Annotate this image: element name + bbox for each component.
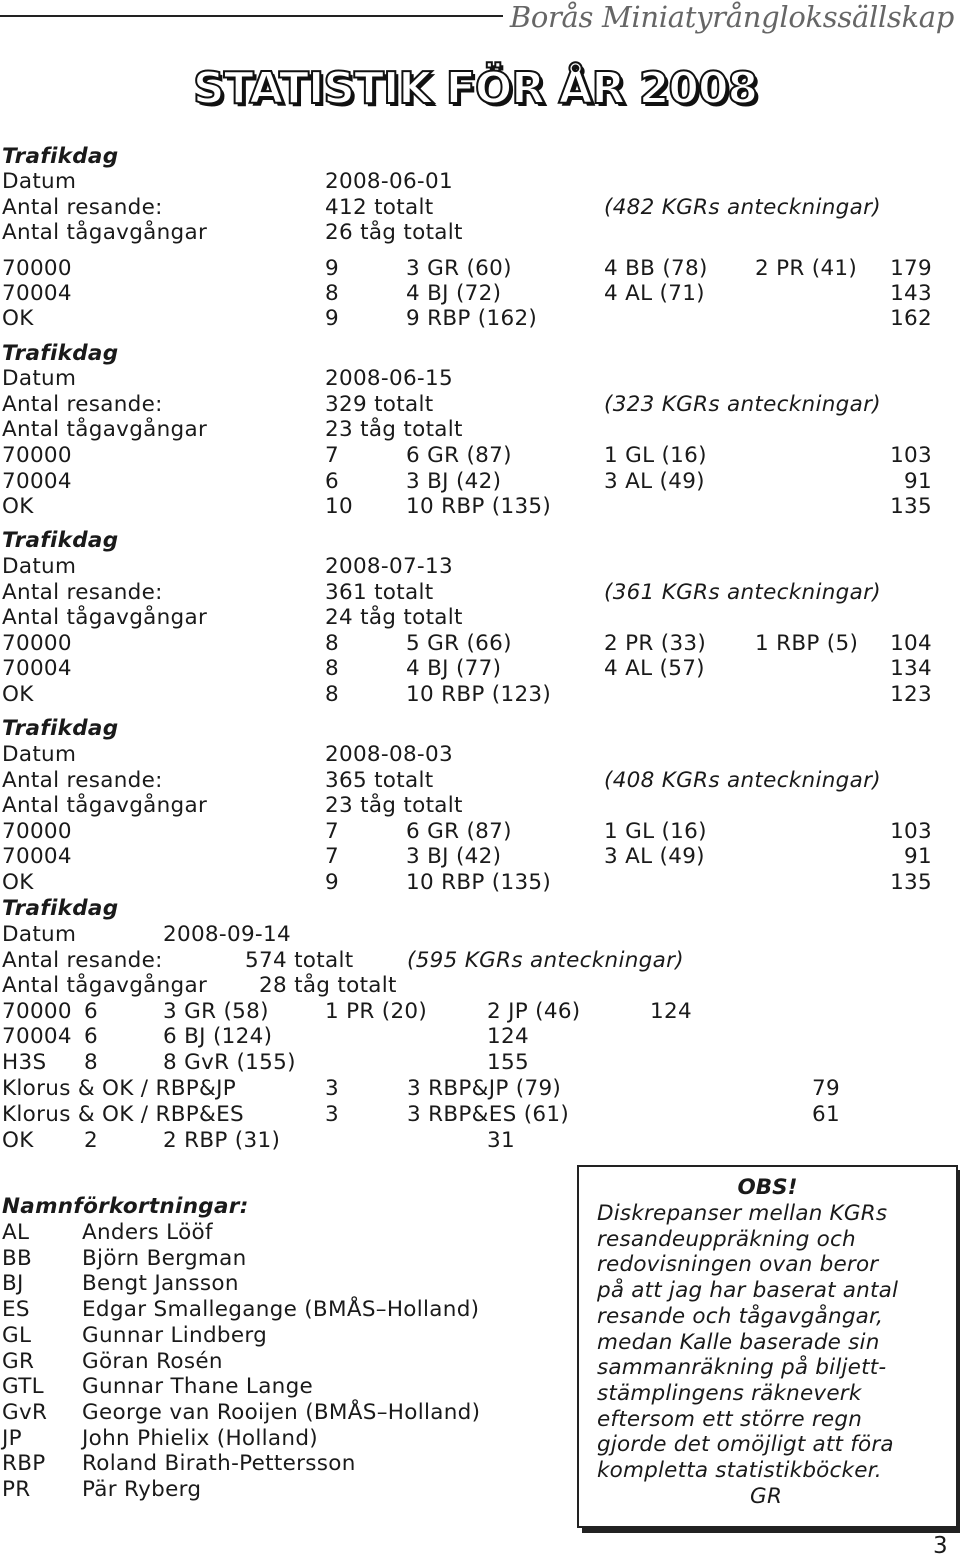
abbrev-code: GvR [2, 1400, 48, 1425]
resande-value: 412 totalt [325, 195, 434, 220]
trip-count: 8 [325, 631, 339, 656]
trip-count: 7 [325, 819, 339, 844]
loco-row [0, 1024, 960, 1050]
abbrev-code: GR [2, 1349, 35, 1374]
loco-name: 70000 [2, 256, 72, 281]
driver-b: 2 PR (33) [604, 631, 707, 656]
datum-value: 2008-07-13 [325, 554, 453, 579]
abbrev-name: Edgar Smallegange (BMÅS–Holland) [82, 1297, 480, 1322]
abbrev-name: John Phielix (Holland) [82, 1426, 318, 1451]
obs-heading: OBS! [737, 1175, 798, 1200]
resande-line [0, 195, 960, 221]
datum-label: Datum [2, 922, 77, 947]
kgr-note: (482 KGRs anteckningar) [604, 195, 881, 220]
driver-b: 4 BB (78) [604, 256, 708, 281]
row-total: 124 [487, 1024, 529, 1049]
loco-name: Klorus & OK / RBP&JP [2, 1076, 236, 1101]
datum-label: Datum [2, 366, 77, 391]
day-heading-line [0, 528, 960, 554]
resande-line [0, 580, 960, 606]
driver-b: 4 AL (71) [604, 281, 705, 306]
trip-count: 7 [325, 443, 339, 468]
loco-name: OK [2, 306, 34, 331]
trip-count: 6 [84, 1024, 98, 1049]
loco-row [0, 631, 960, 657]
loco-row [0, 870, 960, 896]
row-total: 124 [650, 999, 692, 1024]
page-title: STATISTIK FÖR ÅR 2008 [193, 63, 758, 114]
obs-line: eftersom ett större regn [597, 1407, 863, 1432]
page-number: 3 [933, 1533, 948, 1559]
obs-line: resande och tågavgångar, [597, 1304, 884, 1329]
tagavgangar-line [0, 973, 960, 999]
trip-count: 8 [325, 281, 339, 306]
abbrev-name: Anders Lööf [82, 1220, 213, 1245]
driver-b: 3 AL (49) [604, 469, 705, 494]
day-heading: Trafikdag [2, 896, 119, 921]
trip-count: 3 [325, 1102, 339, 1127]
abbrev-name: Göran Rosén [82, 1349, 223, 1374]
abbrev-name: Bengt Jansson [82, 1271, 239, 1296]
abbrev-name: George van Rooijen (BMÅS–Holland) [82, 1400, 481, 1425]
driver-b: 4 AL (57) [604, 656, 705, 681]
loco-name: Klorus & OK / RBP&ES [2, 1102, 244, 1127]
day-heading-line [0, 144, 960, 170]
obs-line: på att jag har baserat antal [597, 1278, 899, 1303]
abbrev-code: RBP [2, 1451, 46, 1476]
loco-row [0, 1128, 960, 1154]
tagavgangar-label: Antal tågavgångar [2, 793, 208, 818]
loco-name: H3S [2, 1050, 47, 1075]
kgr-note: (408 KGRs anteckningar) [604, 768, 881, 793]
abbrev-code: GTL [2, 1374, 44, 1399]
tagavgangar-value: 26 tåg totalt [325, 220, 463, 245]
trip-count: 6 [84, 999, 98, 1024]
datum-line [0, 366, 960, 392]
abbrev-code: BB [2, 1246, 33, 1271]
obs-line: kompletta statistikböcker. [597, 1458, 882, 1483]
driver-a: 3 RBP&ES (61) [407, 1102, 570, 1127]
loco-row [0, 656, 960, 682]
tagavgangar-line [0, 417, 960, 443]
datum-label: Datum [2, 169, 77, 194]
kgr-note: (595 KGRs anteckningar) [407, 948, 684, 973]
abbrev-code: GL [2, 1323, 32, 1348]
kgr-note: (361 KGRs anteckningar) [604, 580, 881, 605]
tagavgangar-value: 23 tåg totalt [325, 417, 463, 442]
datum-value: 2008-06-01 [325, 169, 453, 194]
row-total: 79 [812, 1076, 840, 1101]
trip-count: 2 [84, 1128, 98, 1153]
row-total: 123 [890, 682, 932, 707]
driver-a: 4 BJ (72) [406, 281, 502, 306]
trip-count: 10 [325, 494, 353, 519]
loco-name: OK [2, 494, 34, 519]
resande-label: Antal resande: [2, 580, 163, 605]
datum-label: Datum [2, 554, 77, 579]
tagavgangar-label: Antal tågavgångar [2, 605, 208, 630]
obs-line: stämplingens räkneverk [597, 1381, 862, 1406]
day-heading-line [0, 716, 960, 742]
row-total: 135 [890, 494, 932, 519]
row-total: 143 [890, 281, 932, 306]
obs-line: gjorde det omöjligt att föra [597, 1432, 894, 1457]
loco-row [0, 443, 960, 469]
resande-value: 361 totalt [325, 580, 434, 605]
datum-value: 2008-08-03 [325, 742, 453, 767]
obs-signature: GR [750, 1484, 783, 1509]
kgr-note: (323 KGRs anteckningar) [604, 392, 881, 417]
loco-name: 70000 [2, 999, 72, 1024]
day-heading: Trafikdag [2, 528, 119, 553]
tagavgangar-line [0, 793, 960, 819]
driver-a: 5 GR (66) [406, 631, 512, 656]
loco-row [0, 494, 960, 520]
resande-line [0, 768, 960, 794]
loco-name: 70000 [2, 819, 72, 844]
resande-value: 329 totalt [325, 392, 434, 417]
loco-name: OK [2, 682, 34, 707]
driver-c: 2 JP (46) [487, 999, 581, 1024]
driver-b: 1 GL (16) [604, 819, 707, 844]
datum-line [0, 742, 960, 768]
abbrev-name: Gunnar Thane Lange [82, 1374, 314, 1399]
obs-line: redovisningen ovan beror [597, 1252, 879, 1277]
tagavgangar-value: 28 tåg totalt [259, 973, 397, 998]
tagavgangar-line [0, 220, 960, 246]
driver-a: 10 RBP (135) [406, 870, 552, 895]
tagavgangar-line [0, 605, 960, 631]
obs-line: medan Kalle baserade sin [597, 1330, 880, 1355]
resande-label: Antal resande: [2, 948, 163, 973]
obs-line: Diskrepanser mellan KGRs [597, 1201, 888, 1226]
loco-row [0, 999, 960, 1025]
row-total: 104 [890, 631, 932, 656]
driver-a: 6 BJ (124) [163, 1024, 273, 1049]
tagavgangar-value: 23 tåg totalt [325, 793, 463, 818]
row-total: 162 [890, 306, 932, 331]
abbrev-name: Gunnar Lindberg [82, 1323, 268, 1348]
trip-count: 9 [325, 306, 339, 331]
tagavgangar-label: Antal tågavgångar [2, 973, 208, 998]
driver-a: 3 GR (60) [406, 256, 512, 281]
resande-value: 365 totalt [325, 768, 434, 793]
loco-name: 70004 [2, 281, 72, 306]
abbrev-code: BJ [2, 1271, 24, 1296]
tagavgangar-label: Antal tågavgångar [2, 220, 208, 245]
loco-row [0, 1050, 960, 1076]
loco-row [0, 281, 960, 307]
row-total: 155 [487, 1050, 529, 1075]
resande-label: Antal resande: [2, 195, 163, 220]
trip-count: 6 [325, 469, 339, 494]
tagavgangar-label: Antal tågavgångar [2, 417, 208, 442]
loco-row [0, 1102, 960, 1128]
row-total: 103 [890, 819, 932, 844]
driver-a: 6 GR (87) [406, 819, 512, 844]
trip-count: 9 [325, 256, 339, 281]
day-heading-line [0, 896, 960, 922]
row-total: 135 [890, 870, 932, 895]
resande-label: Antal resande: [2, 768, 163, 793]
loco-row [0, 469, 960, 495]
resande-line [0, 948, 960, 974]
datum-value: 2008-06-15 [325, 366, 453, 391]
driver-a: 3 BJ (42) [406, 844, 502, 869]
day-heading: Trafikdag [2, 716, 119, 741]
abbrev-name: Björn Bergman [82, 1246, 247, 1271]
trip-count: 9 [325, 870, 339, 895]
loco-row [0, 819, 960, 845]
trip-count: 8 [84, 1050, 98, 1075]
loco-name: OK [2, 1128, 34, 1153]
obs-line: sammanräkning på biljett- [597, 1355, 887, 1380]
driver-a: 8 GvR (155) [163, 1050, 296, 1075]
driver-a: 2 RBP (31) [163, 1128, 281, 1153]
trip-count: 3 [325, 1076, 339, 1101]
row-total: 91 [904, 469, 932, 494]
abbrev-heading: Namnförkortningar: [2, 1194, 249, 1219]
tagavgangar-value: 24 tåg totalt [325, 605, 463, 630]
resande-line [0, 392, 960, 418]
row-total: 103 [890, 443, 932, 468]
trip-count: 8 [325, 656, 339, 681]
obs-note-box [577, 1165, 958, 1528]
row-total: 31 [487, 1128, 515, 1153]
org-name: Borås Miniatyrånglokssällskap [509, 0, 954, 34]
datum-label: Datum [2, 742, 77, 767]
driver-b: 1 PR (20) [325, 999, 428, 1024]
resande-value: 574 totalt [245, 948, 354, 973]
resande-label: Antal resande: [2, 392, 163, 417]
loco-name: 70000 [2, 631, 72, 656]
driver-a: 9 RBP (162) [406, 306, 538, 331]
abbrev-code: AL [2, 1220, 30, 1245]
loco-name: OK [2, 870, 34, 895]
driver-b: 3 AL (49) [604, 844, 705, 869]
day-heading: Trafikdag [2, 144, 119, 169]
driver-b: 1 GL (16) [604, 443, 707, 468]
day-heading: Trafikdag [2, 341, 119, 366]
driver-c: 2 PR (41) [755, 256, 858, 281]
driver-a: 4 BJ (77) [406, 656, 502, 681]
loco-name: 70004 [2, 656, 72, 681]
row-total: 134 [890, 656, 932, 681]
loco-row [0, 844, 960, 870]
datum-value: 2008-09-14 [163, 922, 291, 947]
loco-name: 70004 [2, 844, 72, 869]
datum-line [0, 554, 960, 580]
abbrev-name: Pär Ryberg [82, 1477, 202, 1502]
driver-a: 6 GR (87) [406, 443, 512, 468]
row-total: 91 [904, 844, 932, 869]
driver-a: 3 RBP&JP (79) [407, 1076, 562, 1101]
day-heading-line [0, 341, 960, 367]
loco-name: 70004 [2, 1024, 72, 1049]
header-rule [0, 15, 503, 17]
trip-count: 8 [325, 682, 339, 707]
abbrev-code: PR [2, 1477, 31, 1502]
trip-count: 7 [325, 844, 339, 869]
driver-c: 1 RBP (5) [755, 631, 859, 656]
loco-row [0, 256, 960, 282]
loco-name: 70000 [2, 443, 72, 468]
abbrev-code: JP [2, 1426, 22, 1451]
row-total: 61 [812, 1102, 840, 1127]
loco-name: 70004 [2, 469, 72, 494]
abbrev-name: Roland Birath-Pettersson [82, 1451, 356, 1476]
driver-a: 3 GR (58) [163, 999, 269, 1024]
loco-row [0, 1076, 960, 1102]
driver-a: 10 RBP (123) [406, 682, 552, 707]
driver-a: 3 BJ (42) [406, 469, 502, 494]
abbrev-code: ES [2, 1297, 30, 1322]
datum-line [0, 169, 960, 195]
loco-row [0, 306, 960, 332]
obs-line: resandeuppräkning och [597, 1227, 856, 1252]
row-total: 179 [890, 256, 932, 281]
loco-row [0, 682, 960, 708]
driver-a: 10 RBP (135) [406, 494, 552, 519]
datum-line [0, 922, 960, 948]
